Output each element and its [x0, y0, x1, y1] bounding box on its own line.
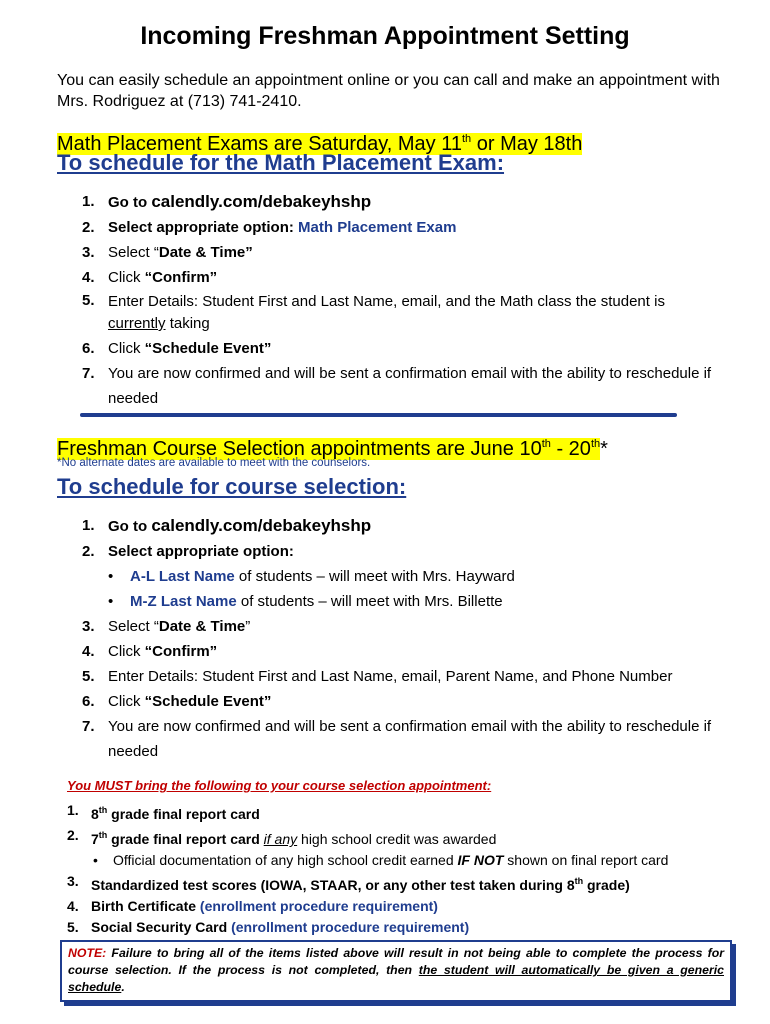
- section-divider: [80, 413, 677, 417]
- note-label: NOTE:: [68, 946, 107, 960]
- math-step-1: 1. Go to calendly.com/debakeyhshp: [82, 192, 372, 211]
- course-step-6: 6. Click “Schedule Event”: [82, 693, 272, 710]
- requirement-1: 1. 8th grade final report card: [67, 802, 260, 822]
- calendly-link[interactable]: calendly.com/debakeyhshp: [151, 192, 372, 211]
- requirement-2-sub: • Official documentation of any high school credit earned IF NOT shown on final report card: [93, 852, 669, 868]
- math-step-2: 2. Select appropriate option: Math Placement Exam: [82, 219, 457, 236]
- course-step-3: 3. Select “Date & Time”: [82, 618, 251, 635]
- math-step-4: 4. Click “Confirm”: [82, 269, 218, 286]
- math-step-6: 6. Click “Schedule Event”: [82, 340, 272, 357]
- course-step-1: 1. Go to calendly.com/debakeyhshp: [82, 516, 372, 535]
- requirement-3: 3. Standardized test scores (IOWA, STAAR, or any other test taken during 8th grade): [67, 873, 630, 893]
- course-steps-list: [82, 513, 732, 764]
- option-a-l: • A-L Last Name of students – will meet with Mrs. Hayward: [108, 568, 515, 585]
- calendly-link[interactable]: calendly.com/debakeyhshp: [151, 516, 372, 535]
- requirements-list: [67, 800, 668, 938]
- no-alternate-dates-note: *No alternate dates are available to meet with the counselors.: [57, 457, 371, 469]
- course-step-2: 2. Select appropriate option:: [82, 543, 294, 560]
- page-title: Incoming Freshman Appointment Setting: [140, 22, 630, 50]
- math-schedule-title: To schedule for the Math Placement Exam:: [57, 150, 505, 175]
- math-step-3: 3. Select “Date & Time”: [82, 244, 253, 261]
- course-schedule-title: To schedule for course selection:: [57, 474, 407, 499]
- course-step-5: 5. Enter Details: Student First and Last Name, email, Parent Name, and Phone Number: [82, 668, 673, 685]
- option-m-z: • M-Z Last Name of students – will meet with Mrs. Billette: [108, 593, 503, 610]
- course-step-7: 7. You are now confirmed and will be sent a confirmation email with the ability to reschedule if needed: [82, 718, 712, 760]
- course-selection-headline: Freshman Course Selection appointments are June 10th - 20th*: [57, 438, 608, 460]
- requirement-2: 2. 7th grade final report card if any high school credit was awarded: [67, 827, 497, 847]
- intro-paragraph: You can easily schedule an appointment online or you can call and make an appointment with Mrs. Rodriguez at (713) 741-2410.: [57, 72, 720, 110]
- math-step-5: 5. Enter Details: Student First and Last Name, email, and the Math class the student is currently taking: [82, 292, 665, 332]
- requirements-heading: You MUST bring the following to your course selection appointment:: [67, 778, 492, 793]
- note-box: NOTE: Failure to bring all of the items listed above will result in not being able to complete the process for course selection. If the process is not completed, then the student will automatically be given a generic schedule.: [60, 940, 732, 1002]
- math-steps-list: [82, 189, 722, 411]
- requirement-5: 5. Social Security Card (enrollment procedure requirement): [67, 919, 470, 935]
- math-exam-headline: Math Placement Exams are Saturday, May 11th or May 18th: [57, 133, 583, 155]
- requirement-4: 4. Birth Certificate (enrollment procedure requirement): [67, 898, 438, 914]
- course-step-4: 4. Click “Confirm”: [82, 643, 218, 660]
- math-step-7: 7. You are now confirmed and will be sent a confirmation email with the ability to reschedule if needed: [82, 365, 712, 407]
